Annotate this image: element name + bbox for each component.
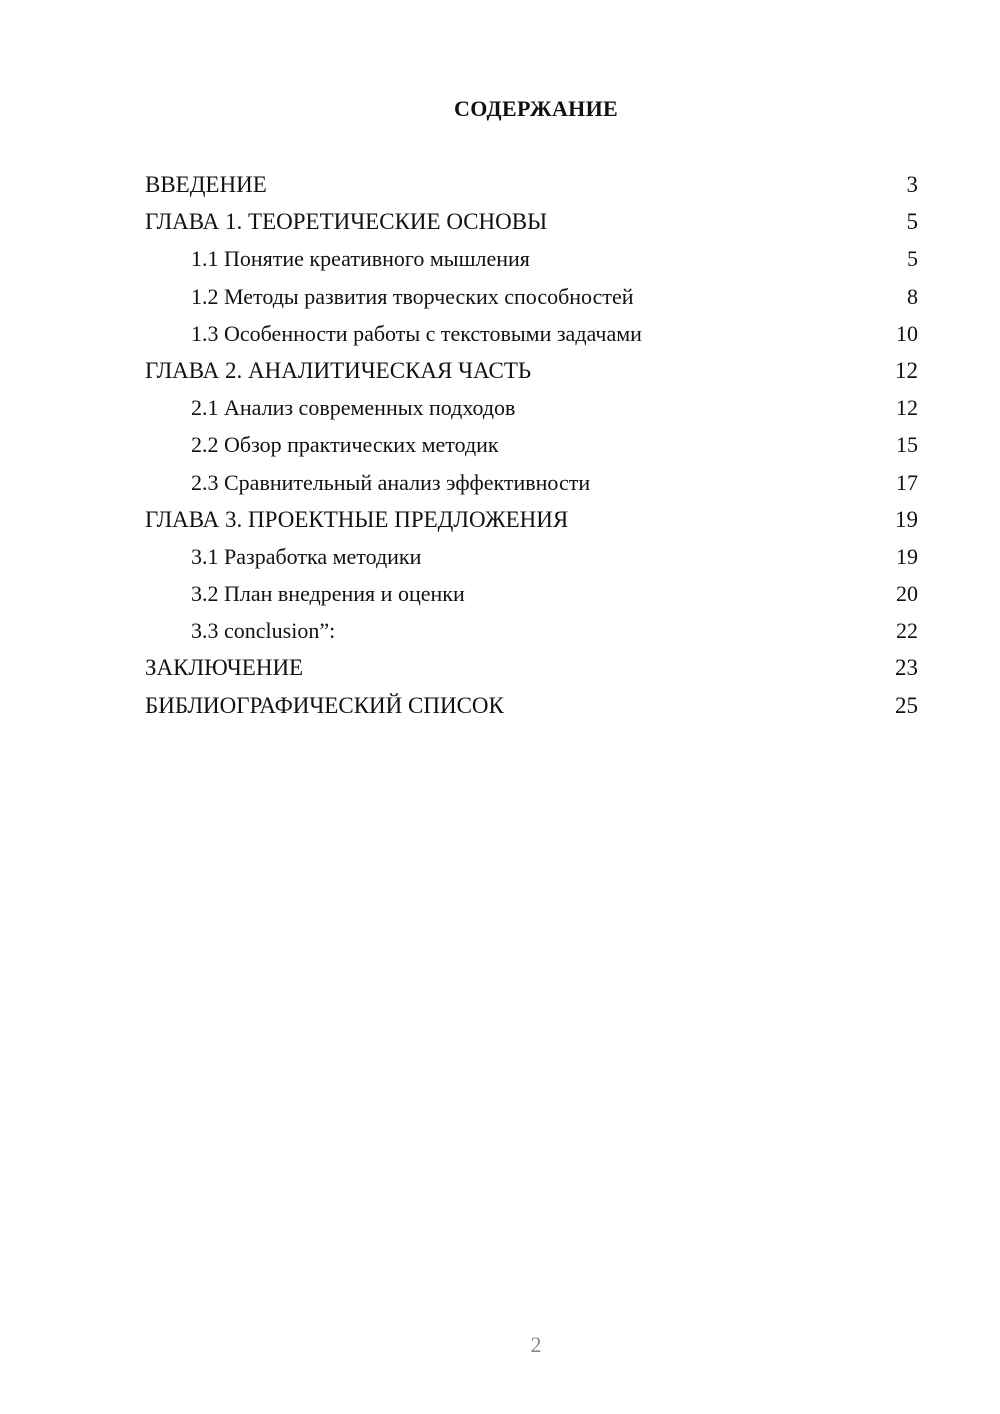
toc-entry-label: ЗАКЛЮЧЕНИЕ [145,655,304,681]
toc-entry-section-1-3 [145,315,918,352]
toc-entry-section-1-2 [145,278,918,315]
toc-entry-label: 2.2 Обзор практических методик [191,432,499,458]
toc-entry-page: 12 [896,395,918,421]
toc-entry-section-2-3 [145,464,918,501]
toc-entry-conclusion [145,649,918,686]
toc-entry-page: 3 [906,172,918,197]
toc-entry-page: 19 [896,543,918,569]
toc-entry-label: 3.1 Разработка методики [191,543,422,569]
toc-entry-section-2-1 [145,389,918,426]
toc-entry-page: 5 [906,209,918,235]
toc-entry-label: 1.3 Особенности работы с текстовыми задачами [191,320,642,346]
toc-entry-page: 25 [895,692,918,718]
table-of-contents [145,166,918,724]
toc-entry-section-2-2 [145,426,918,463]
toc-entry-label: 3.3 conclusion”: [191,618,336,644]
toc-entry-page: 8 [907,283,918,309]
page-number: 2 [530,1332,542,1357]
toc-entry-section-3-1 [145,538,918,575]
toc-entry-page: 10 [896,320,918,346]
toc-entry-bibliography [145,687,918,724]
toc-entry-label: 1.2 Методы развития творческих способностей [191,283,634,309]
toc-entry-section-3-2 [145,575,918,612]
toc-entry-label: ГЛАВА 3. ПРОЕКТНЫЕ ПРЕДЛОЖЕНИЯ [145,506,569,532]
toc-entry-chapter-1 [145,203,918,240]
toc-entry-page: 5 [907,246,918,272]
toc-entry-page: 22 [896,618,918,644]
toc-entry-label: ГЛАВА 2. АНАЛИТИЧЕСКАЯ ЧАСТЬ [145,357,532,383]
toc-entry-page: 20 [896,581,918,607]
toc-entry-label: 2.1 Анализ современных подходов [191,395,516,421]
toc-entry-page: 17 [896,469,918,495]
toc-entry-section-3-3 [145,612,918,649]
toc-entry-page: 23 [895,655,918,681]
toc-entry-chapter-3 [145,501,918,538]
toc-entry-label: ГЛАВА 1. ТЕОРЕТИЧЕСКИЕ ОСНОВЫ [145,209,548,235]
toc-entry-page: 15 [896,432,918,458]
toc-entry-label: 2.3 Сравнительный анализ эффективности [191,469,591,495]
toc-entry-page: 12 [895,357,918,383]
toc-entry-label: 1.1 Понятие креативного мышления [191,246,530,272]
toc-entry-introduction [145,166,918,203]
toc-entry-chapter-2 [145,352,918,389]
toc-entry-label: БИБЛИОГРАФИЧЕСКИЙ СПИСОК [145,692,504,718]
toc-entry-label: ВВЕДЕНИЕ [145,172,267,197]
toc-entry-page: 19 [895,506,918,532]
toc-entry-section-1-1 [145,240,918,277]
toc-title: СОДЕРЖАНИЕ [454,96,618,121]
toc-entry-label: 3.2 План внедрения и оценки [191,581,465,607]
